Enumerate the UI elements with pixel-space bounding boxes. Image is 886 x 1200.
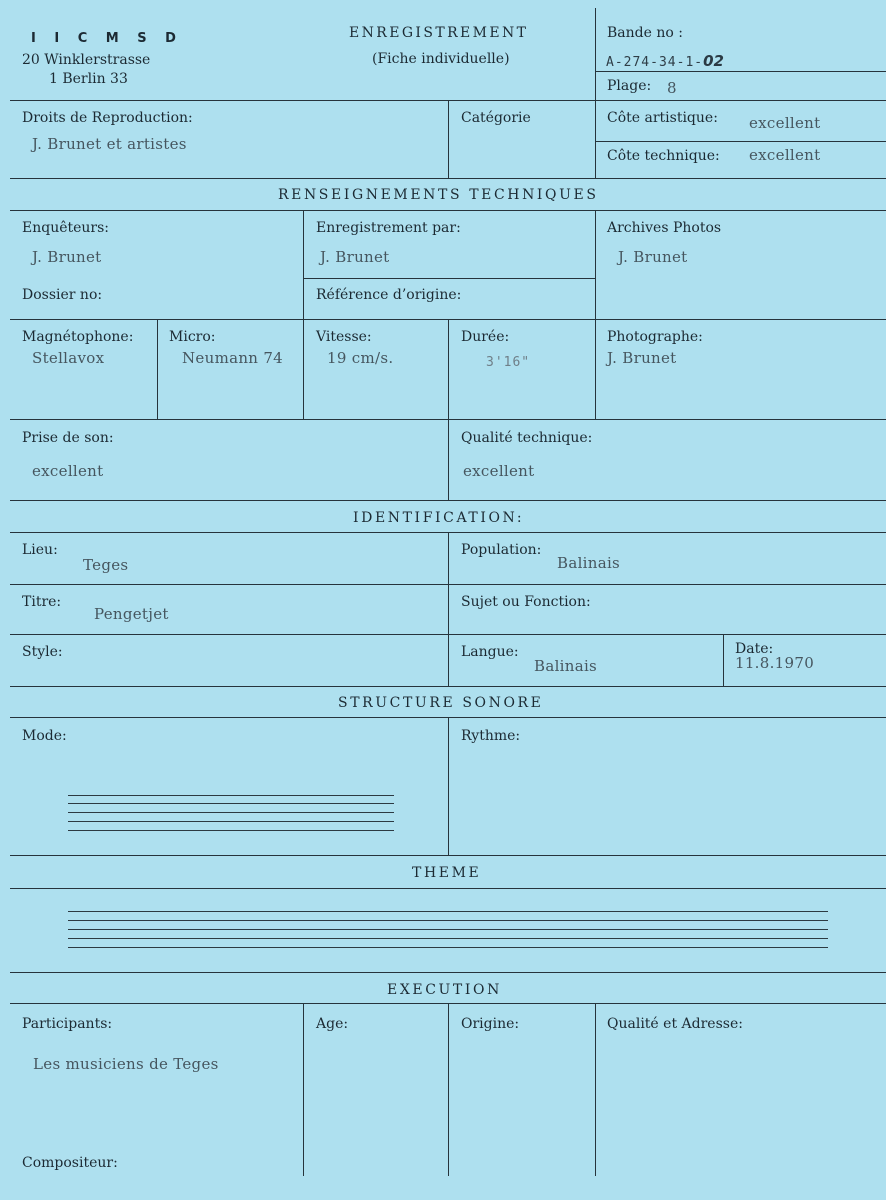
rule [448,1003,449,1176]
dossier-label: Dossier no: [22,287,103,303]
enqueteurs-label: Enquêteurs: [22,220,110,236]
origine-label: Origine: [461,1016,520,1032]
section-title-identification: IDENTIFICATION: [353,510,525,526]
form-subtitle: (Fiche individuelle) [372,51,510,67]
rule [303,210,304,419]
enregistrement-par-label: Enregistrement par: [316,220,461,236]
date-label: Date: [735,641,774,657]
sujet-label: Sujet ou Fonction: [461,594,591,610]
rule [723,634,724,686]
bande-value [606,53,724,71]
vitesse-value: 19 cm/s. [327,349,394,367]
langue-value: Balinais [534,657,598,675]
plage-value: 8 [667,79,677,97]
magnetophone-value: Stellavox [32,349,105,367]
rule [448,100,449,178]
address-street: 20 Winklerstrasse [22,52,151,68]
rythme-label: Rythme: [461,728,521,744]
categorie-label: Catégorie [461,110,531,126]
staff-line [68,947,828,948]
archives-value: J. Brunet [618,248,688,266]
duree-value: 3'16" [486,355,531,370]
cote-technique-label: Côte technique: [607,148,720,164]
bande-number: A-274-34-1- [606,55,704,70]
rule [595,8,596,100]
section-title-structure: STRUCTURE SONORE [338,695,544,711]
duree-label: Durée: [461,329,510,345]
staff-line [68,920,828,921]
rule [10,888,886,889]
style-label: Style: [22,644,63,660]
organization-name: I I C M S D [31,31,183,46]
rule [448,319,449,419]
rule [10,686,886,687]
qualite-label: Qualité technique: [461,430,593,446]
qualite-value: excellent [463,462,535,480]
date-value: 11.8.1970 [735,654,815,672]
participants-value: Les musiciens de Teges [33,1055,219,1073]
population-value: Balinais [557,554,621,572]
vitesse-label: Vitesse: [316,329,372,345]
rule [303,1003,304,1176]
prise-label: Prise de son: [22,430,114,446]
staff-line [68,938,828,939]
rule [595,210,596,419]
rule [448,717,449,855]
titre-label: Titre: [22,594,62,610]
qualite-adresse-label: Qualité et Adresse: [607,1016,743,1032]
droits-value: J. Brunet et artistes [32,135,187,153]
rule [595,100,596,178]
archives-label: Archives Photos [607,220,722,236]
reference-label: Référence d’origine: [316,287,462,303]
staff-line [68,929,828,930]
cote-technique-value: excellent [749,146,821,164]
section-title-theme: THEME [412,865,482,881]
rule [10,500,886,501]
bande-label: Bande no : [607,25,683,41]
rule [10,855,886,856]
micro-label: Micro: [169,329,216,345]
participants-label: Participants: [22,1016,113,1032]
magnetophone-label: Magnétophone: [22,329,134,345]
rule [448,419,449,500]
rule [157,319,158,419]
titre-value: Pengetjet [94,605,169,623]
age-label: Age: [316,1016,349,1032]
rule [448,532,449,686]
photographe-label: Photographe: [607,329,703,345]
staff-line [68,795,394,796]
cote-artistique-label: Côte artistique: [607,110,718,126]
mode-label: Mode: [22,728,67,744]
photographe-value: J. Brunet [607,349,677,367]
micro-value: Neumann 74 [182,349,284,367]
staff-line [68,911,828,912]
staff-line [68,803,394,804]
population-label: Population: [461,542,542,558]
lieu-label: Lieu: [22,542,58,558]
rule [304,278,596,279]
staff-line [68,830,394,831]
cote-artistique-value: excellent [749,114,821,132]
section-title-execution: EXECUTION [387,982,502,998]
compositeur-label: Compositeur: [22,1155,118,1171]
bande-handwritten: 02 [703,52,724,70]
enregistrement-par-value: J. Brunet [320,248,390,266]
section-title-technical: RENSEIGNEMENTS TECHNIQUES [278,187,599,203]
form-title: ENREGISTREMENT [349,25,529,41]
rule [10,210,886,211]
plage-label: Plage: [607,78,652,94]
enqueteurs-value: J. Brunet [32,248,102,266]
lieu-value: Teges [83,556,129,574]
rule [596,141,886,142]
rule [10,972,886,973]
droits-label: Droits de Reproduction: [22,110,193,126]
langue-label: Langue: [461,644,519,660]
staff-line [68,812,394,813]
prise-value: excellent [32,462,104,480]
address-city: 1 Berlin 33 [49,71,128,87]
rule [596,71,886,72]
staff-line [68,821,394,822]
rule [595,1003,596,1176]
rule [10,178,886,179]
